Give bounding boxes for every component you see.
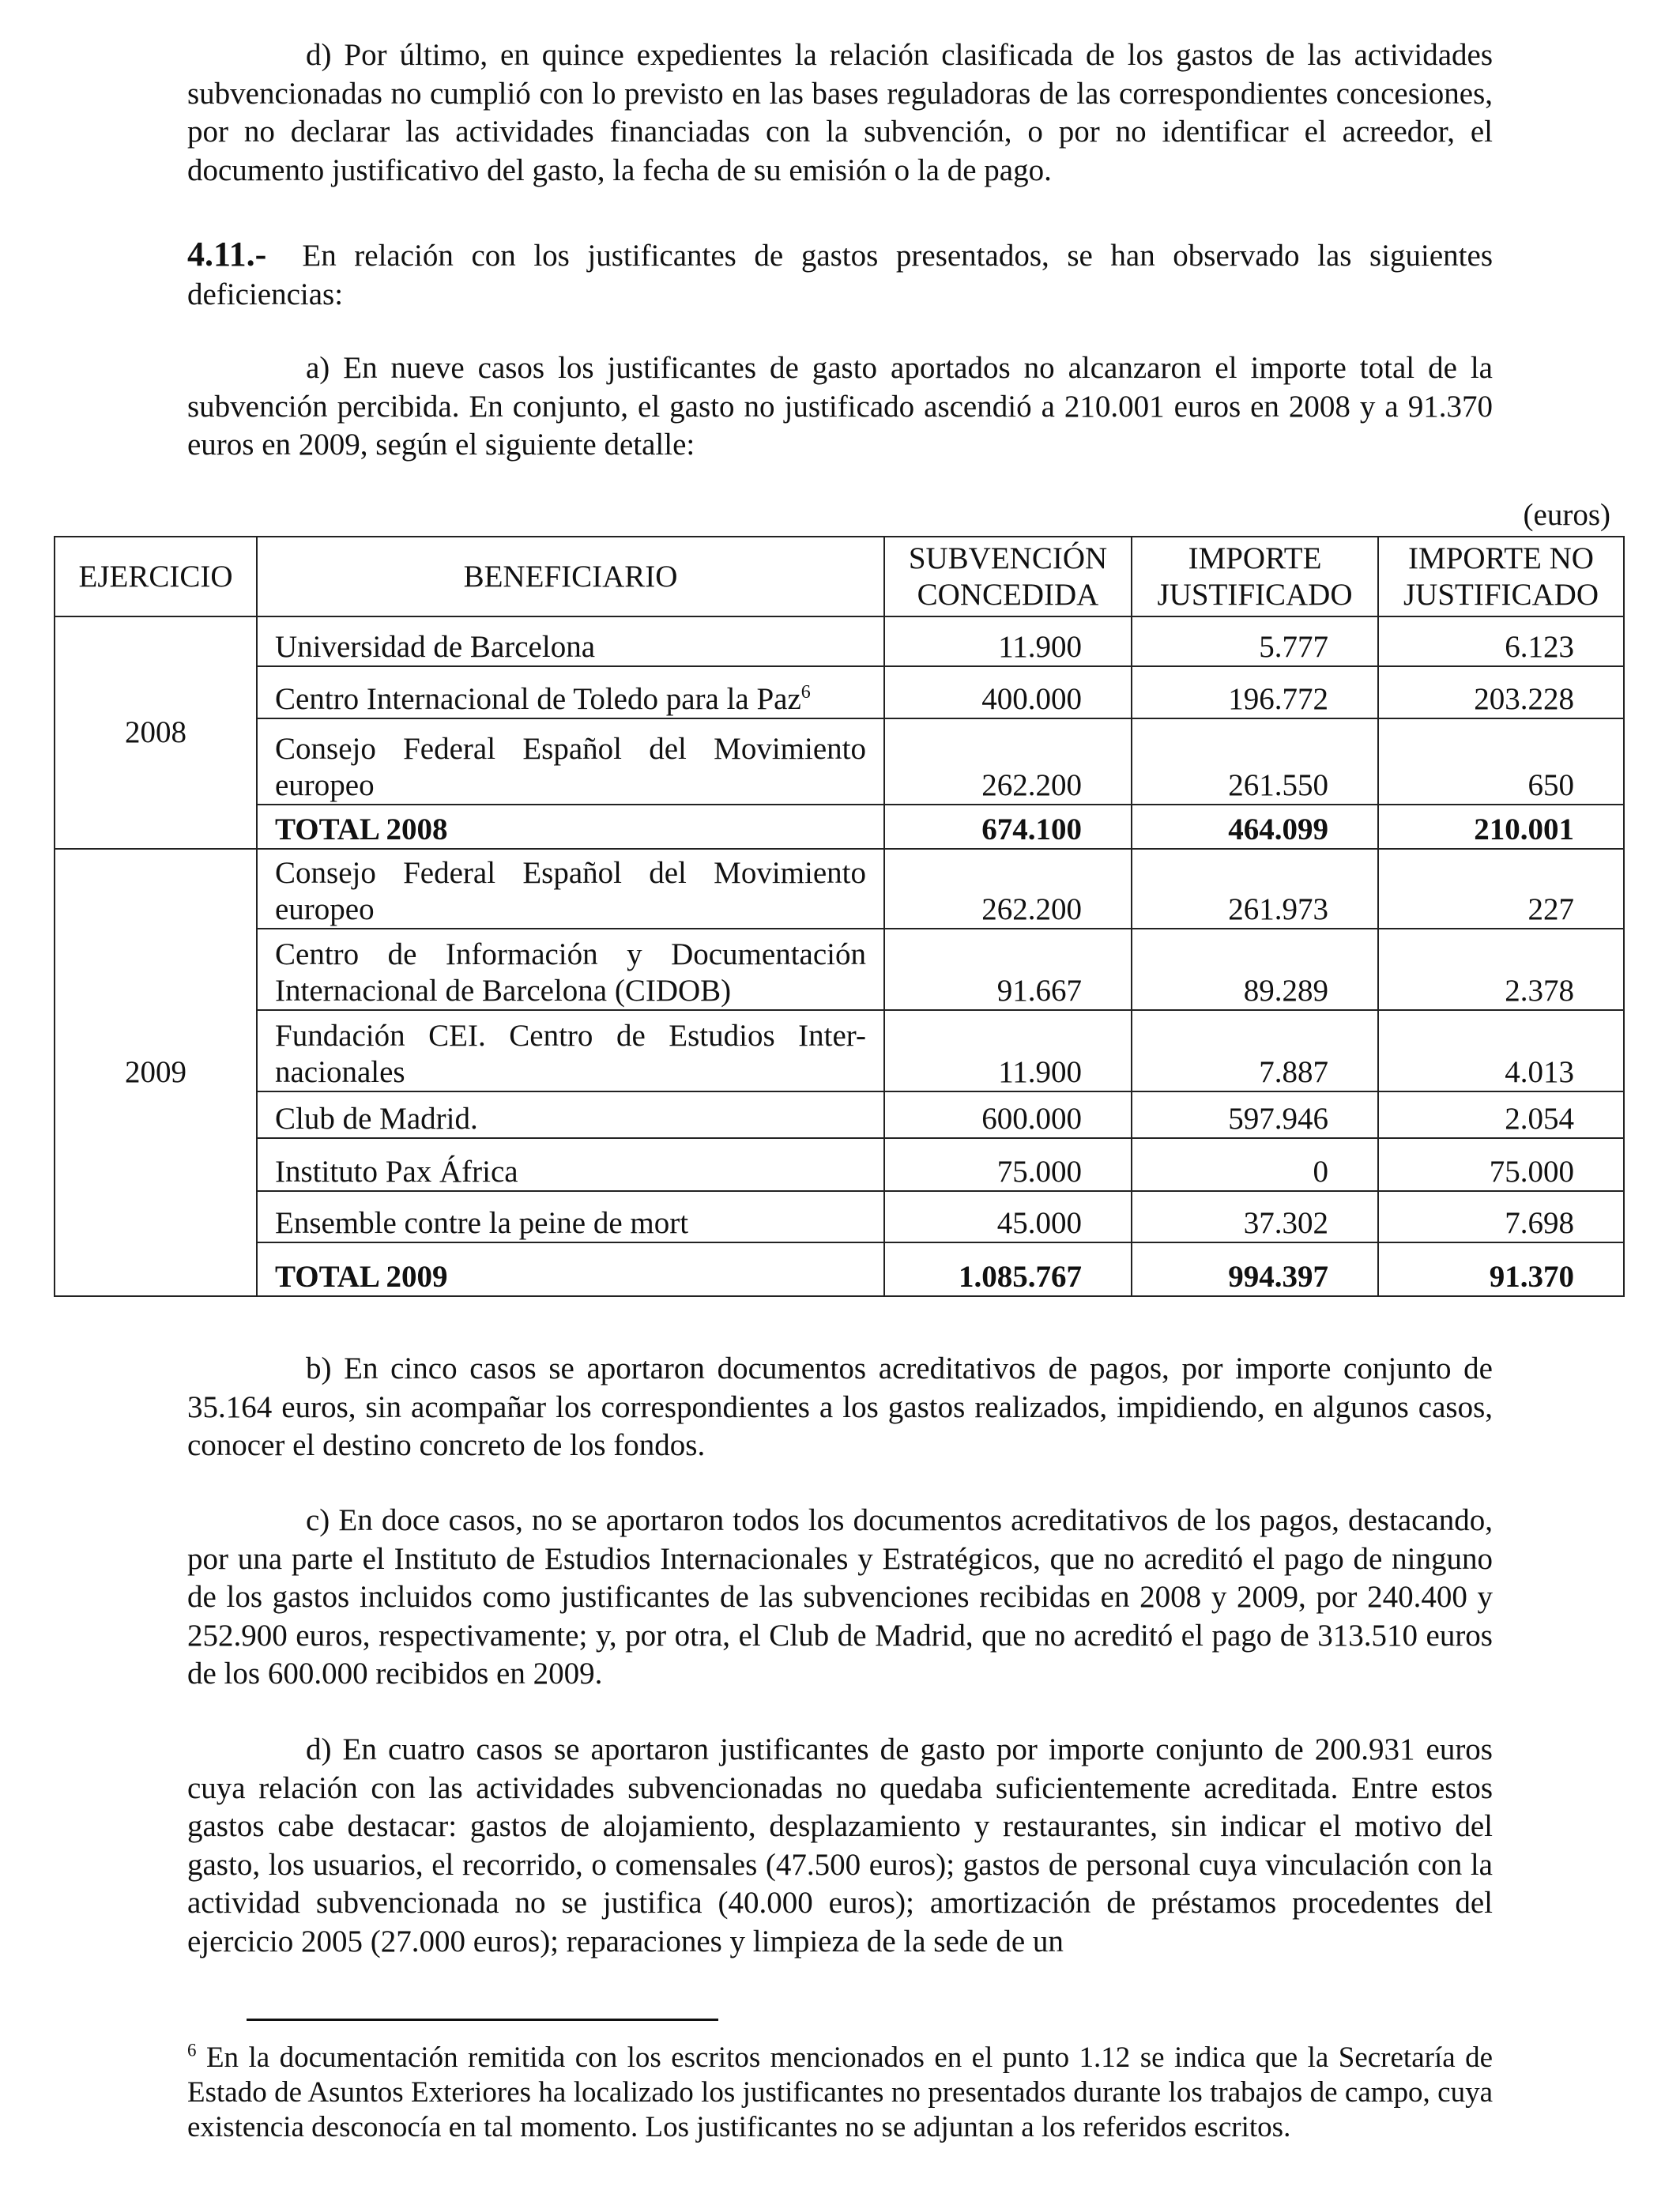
table-header-row (55, 537, 1624, 616)
unjustified-cell: 4.013 (1378, 1010, 1624, 1091)
total-row-2009 (55, 1242, 1624, 1296)
beneficiary-cell: Consejo Federal Español del Movimiento europeo (257, 849, 884, 929)
total-granted: 674.100 (884, 805, 1132, 849)
beneficiary-cell: Club de Madrid. (257, 1091, 884, 1138)
header-justified: IMPORTE JUSTIFICADO (1132, 537, 1378, 616)
total-row-2008 (55, 805, 1624, 849)
justified-cell: 261.973 (1132, 849, 1378, 929)
justified-cell: 261.550 (1132, 718, 1378, 805)
beneficiary-cell: Instituto Pax África (257, 1138, 884, 1191)
table-row (55, 1091, 1624, 1138)
total-unjustified: 210.001 (1378, 805, 1624, 849)
granted-cell: 262.200 (884, 849, 1132, 929)
header-granted: SUBVENCIÓN CONCEDIDA (884, 537, 1132, 616)
granted-cell: 11.900 (884, 616, 1132, 666)
header-year: EJERCICIO (55, 537, 257, 616)
subsidy-table (54, 536, 1625, 1297)
footnote-text: En la documentación remitida con los escritos mencionados en el punto 1.12 se indica que la Secretaría de Estado de Asuntos Exteriores ha localizado los justificantes no presentados durante los trabajos de campo, cuya existencia desconocía en tal momento. Los justificantes no se adjuntan a los referidos escritos. (187, 2041, 1493, 2143)
section-4-11 (187, 236, 1493, 314)
unjustified-cell: 6.123 (1378, 616, 1624, 666)
table-row (55, 929, 1624, 1010)
beneficiary-cell: Centro Internacional de Toledo para la Paz$^6$ (257, 666, 884, 718)
footnote-mark: 6 (187, 2040, 197, 2060)
table-row (55, 666, 1624, 718)
justified-cell: 37.302 (1132, 1191, 1378, 1242)
section-number: 4.11.- (187, 235, 267, 273)
unjustified-cell: 7.698 (1378, 1191, 1624, 1242)
year-cell-2008: 2008 (55, 616, 257, 849)
justified-cell: 7.887 (1132, 1010, 1378, 1091)
beneficiary-cell: Fundación CEI. Centro de Estudios Inter-nacionales (257, 1010, 884, 1091)
granted-cell: 262.200 (884, 718, 1132, 805)
paragraph-d-previous: d) Por último, en quince expedientes la relación clasificada de los gastos de las actividades subvencionadas no cumplió con lo previsto en las bases reguladoras de las correspondientes concesiones, por no declarar las actividades financiadas con la subvención, o por no identificar el acreedor, el documento justificativo del gasto, la fecha de su emisión o la de pago. (187, 38, 1493, 187)
beneficiary-cell: Universidad de Barcelona (257, 616, 884, 666)
unjustified-cell: 650 (1378, 718, 1624, 805)
granted-cell: 11.900 (884, 1010, 1132, 1091)
unjustified-cell: 2.378 (1378, 929, 1624, 1010)
beneficiary-cell: Centro de Información y Documentación Internacional de Barcelona (CIDOB) (257, 929, 884, 1010)
paragraph-a: a) En nueve casos los justificantes de gasto aportados no alcanzaron el importe total de la subvención percibida. En conjunto, el gasto no justificado ascendió a 210.001 euros en 2008 y a 91.370 euros en 2009, según el siguiente detalle: (187, 351, 1493, 462)
paragraph-d: d) En cuatro casos se aportaron justificantes de gasto por importe conjunto de 200.931 euros cuya relación con las actividades subvencionadas no quedaba suficientemente acreditada. Entre estos gastos cabe destacar: gastos de alojamiento, desplazamiento y restaurantes, sin indicar el motivo del gasto, los usuarios, el recorrido, o comensales (47.500 euros); gastos de personal cuya vinculación con la actividad subvencionada no se justifica (40.000 euros); amortización de préstamos procedentes del ejercicio 2005 (27.000 euros); reparaciones y limpieza de la sede de un (187, 1732, 1493, 1958)
table-row (55, 849, 1624, 929)
footnote-ref: 6 (800, 682, 811, 703)
total-justified: 994.397 (1132, 1242, 1378, 1296)
beneficiary-cell: Consejo Federal Español del Movimiento europeo (257, 718, 884, 805)
total-justified: 464.099 (1132, 805, 1378, 849)
header-unjustified: IMPORTE NO JUSTIFICADO (1378, 537, 1624, 616)
total-label: TOTAL 2009 (257, 1242, 884, 1296)
header-beneficiary: BENEFICIARIO (257, 537, 884, 616)
year-cell-2009: 2009 (55, 849, 257, 1296)
table-row (55, 1138, 1624, 1191)
total-label: TOTAL 2008 (257, 805, 884, 849)
justified-cell: 597.946 (1132, 1091, 1378, 1138)
table-row (55, 1191, 1624, 1242)
granted-cell: 400.000 (884, 666, 1132, 718)
total-unjustified: 91.370 (1378, 1242, 1624, 1296)
table-row (55, 1010, 1624, 1091)
unjustified-cell: 75.000 (1378, 1138, 1624, 1191)
justified-cell: 196.772 (1132, 666, 1378, 718)
footnote-separator (247, 2019, 718, 2021)
granted-cell: 75.000 (884, 1138, 1132, 1191)
section-intro: En relación con los justificantes de gastos presentados, se han observado las siguientes deficiencias: (187, 239, 1493, 311)
beneficiary-cell: Ensemble contre la peine de mort (257, 1191, 884, 1242)
unjustified-cell: 203.228 (1378, 666, 1624, 718)
granted-cell: 91.667 (884, 929, 1132, 1010)
unjustified-cell: 227 (1378, 849, 1624, 929)
granted-cell: 600.000 (884, 1091, 1132, 1138)
paragraph-b: b) En cinco casos se aportaron documentos acreditativos de pagos, por importe conjunto de 35.164 euros, sin acompañar los correspondientes a los gastos realizados, impidiendo, en algunos casos, conocer el destino concreto de los fondos. (187, 1351, 1493, 1462)
unjustified-cell: 2.054 (1378, 1091, 1624, 1138)
table-units: (euros) (1523, 498, 1610, 532)
justified-cell: 89.289 (1132, 929, 1378, 1010)
paragraph-c: c) En doce casos, no se aportaron todos los documentos acreditativos de los pagos, destacando, por una parte el Instituto de Estudios Internacionales y Estratégicos, que no acreditó el pago de ninguno de los gastos incluidos como justificantes de las subvenciones recibidas en 2008 y 2009, por 240.400 y 252.900 euros, respectivamente; y, por otra, el Club de Madrid, que no acreditó el pago de 313.510 euros de los 600.000 recibidos en 2009. (187, 1503, 1493, 1691)
total-granted: 1.085.767 (884, 1242, 1132, 1296)
table-row (55, 616, 1624, 666)
footnote (187, 2041, 1493, 2145)
justified-cell: 0 (1132, 1138, 1378, 1191)
table-row (55, 718, 1624, 805)
granted-cell: 45.000 (884, 1191, 1132, 1242)
justified-cell: 5.777 (1132, 616, 1378, 666)
